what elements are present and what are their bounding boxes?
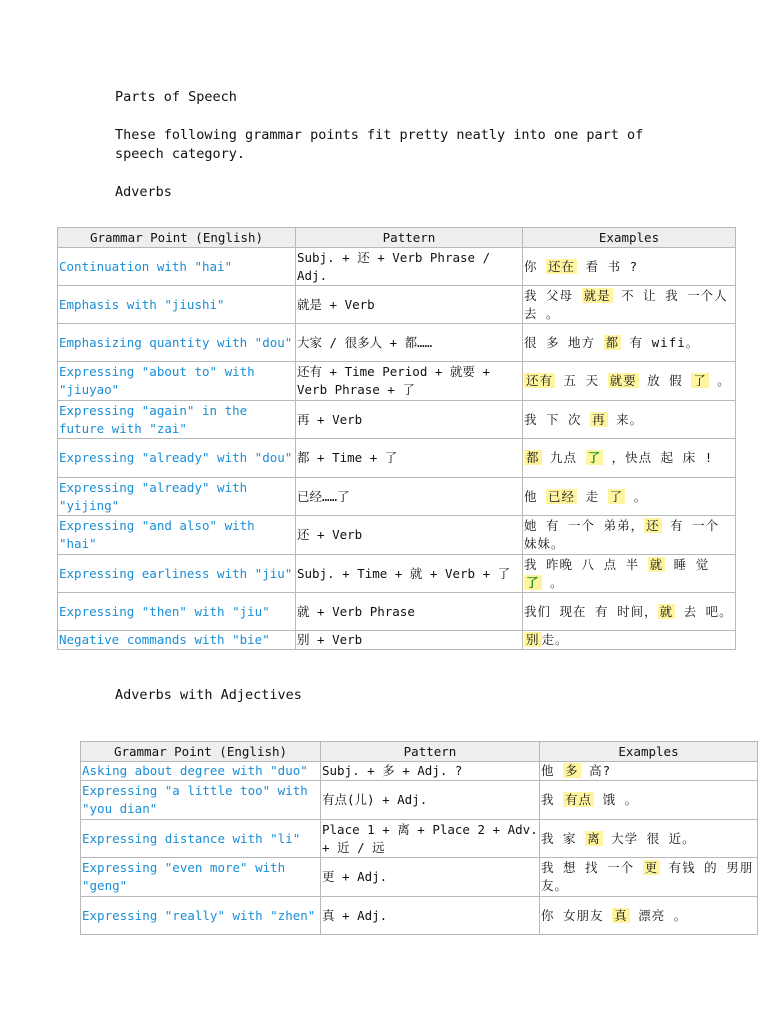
highlighted-word: 有点 — [565, 792, 593, 807]
table-row — [81, 762, 758, 781]
pattern-cell: Place 1 + 离 + Place 2 + Adv. + 近 / 远 — [321, 820, 540, 858]
highlighted-word: 都 — [605, 334, 620, 350]
example-cell: 他 已经 走 了 。 — [523, 478, 736, 516]
section-title-adverbs-with-adjectives: Adverbs with Adjectives — [115, 687, 302, 703]
pattern-cell: 还有 + Time Period + 就要 + Verb Phrase + 了 — [296, 362, 523, 401]
grammar-point-link[interactable]: Expressing "and also" with "hai" — [58, 516, 296, 555]
example-cell: 他 多 高? — [540, 762, 758, 781]
highlighted-word: 真 — [614, 907, 628, 923]
highlighted-word: 了 — [693, 373, 707, 388]
grammar-point-link[interactable]: Expressing "already" with "dou" — [58, 439, 296, 478]
header-grammar-point: Grammar Point (English) — [81, 742, 321, 762]
pattern-cell: 已经……了 — [296, 478, 523, 516]
grammar-point-link[interactable]: Asking about degree with "duo" — [81, 762, 321, 781]
example-cell: 我 昨晚 八 点 半 就 睡 觉 了 。 — [523, 555, 736, 593]
pattern-cell: 有点(儿) + Adj. — [321, 781, 540, 820]
highlighted-word: 再 — [592, 411, 606, 427]
highlighted-word: 离 — [587, 830, 601, 846]
grammar-point-link[interactable]: Expressing "then" with "jiu" — [58, 593, 296, 631]
table-row — [58, 439, 736, 478]
grammar-point-link[interactable]: Expressing "a little too" with "you dian" — [81, 781, 321, 820]
pattern-cell: 就 + Verb Phrase — [296, 593, 523, 631]
example-cell: 别 走。 — [523, 631, 736, 650]
example-cell: 我 有点 饿 。 — [540, 781, 758, 820]
intro-text-line-1: These following grammar points fit pretty neatly into one part of — [115, 127, 644, 143]
example-cell: 很 多 地方 都 有 wifi。 — [523, 324, 736, 362]
example-cell: 都 九点 了 ，快点 起 床 ! — [523, 439, 736, 478]
grammar-point-link[interactable]: Expressing "even more" with "geng" — [81, 858, 321, 897]
highlighted-word: 了 — [526, 574, 540, 590]
table-row — [58, 324, 736, 362]
table-row — [58, 593, 736, 631]
intro-text-line-2: speech category. — [115, 146, 246, 162]
highlighted-word: 更 — [644, 860, 659, 875]
grammar-point-link[interactable]: Emphasizing quantity with "dou" — [58, 324, 296, 362]
highlighted-word: 就要 — [609, 373, 637, 388]
table-row — [58, 555, 736, 593]
pattern-cell: 更 + Adj. — [321, 858, 540, 897]
highlighted-word: 了 — [587, 450, 602, 465]
highlighted-word: 还在 — [548, 258, 576, 274]
example-cell: 她 有 一个 弟弟， 还 有 一个 妹妹。 — [523, 516, 736, 555]
highlighted-word: 已经 — [548, 488, 576, 504]
pattern-cell: 就是 + Verb — [296, 286, 523, 324]
highlighted-word: 了 — [609, 488, 624, 504]
grammar-point-link[interactable]: Emphasis with "jiushi" — [58, 286, 296, 324]
pattern-cell: Subj. + 还 + Verb Phrase / Adj. — [296, 248, 523, 286]
example-cell: 我 父母 就是 不 让 我 一个人 去 。 — [523, 286, 736, 324]
pattern-cell: Subj. + Time + 就 + Verb + 了 — [296, 555, 523, 593]
grammar-point-link[interactable]: Continuation with "hai" — [58, 248, 296, 286]
adverbs-table — [57, 227, 736, 650]
highlighted-word: 还有 — [526, 373, 554, 388]
table-row — [58, 362, 736, 401]
highlighted-word: 多 — [565, 763, 579, 778]
pattern-cell: 还 + Verb — [296, 516, 523, 555]
pattern-cell: 真 + Adj. — [321, 897, 540, 935]
page-title: Parts of Speech — [115, 89, 237, 105]
example-cell: 我 想 找 一个 更 有钱 的 男朋友。 — [540, 858, 758, 897]
adverbs-with-adjectives-table — [80, 741, 758, 935]
header-pattern: Pattern — [321, 742, 540, 762]
example-cell: 我们 现在 有 时间， 就 去 吧。 — [523, 593, 736, 631]
table-row — [58, 478, 736, 516]
table-row — [58, 248, 736, 286]
table-row — [58, 516, 736, 555]
highlighted-word: 都 — [526, 450, 540, 465]
highlighted-word: 就 — [659, 603, 674, 619]
highlighted-word: 还 — [646, 518, 660, 533]
table-row — [81, 858, 758, 897]
header-examples: Examples — [523, 228, 736, 248]
grammar-point-link[interactable]: Expressing "about to" with "jiuyao" — [58, 362, 296, 401]
example-cell: 你 女朋友 真 漂亮 。 — [540, 897, 758, 935]
highlighted-word: 别 — [526, 632, 540, 647]
example-cell: 我 下 次 再 来。 — [523, 401, 736, 439]
example-cell: 还有 五 天 就要 放 假 了 。 — [523, 362, 736, 401]
header-examples: Examples — [540, 742, 758, 762]
highlighted-word: 就是 — [583, 287, 611, 303]
grammar-point-link[interactable]: Expressing distance with "li" — [81, 820, 321, 858]
grammar-point-link[interactable]: Expressing "really" with "zhen" — [81, 897, 321, 935]
table-row — [81, 820, 758, 858]
pattern-cell: 再 + Verb — [296, 401, 523, 439]
table-row — [58, 401, 736, 439]
header-grammar-point: Grammar Point (English) — [58, 228, 296, 248]
highlighted-word: 就 — [649, 556, 664, 572]
grammar-point-link[interactable]: Negative commands with "bie" — [58, 631, 296, 650]
table-row — [58, 286, 736, 324]
header-pattern: Pattern — [296, 228, 523, 248]
pattern-cell: 别 + Verb — [296, 631, 523, 650]
pattern-cell: Subj. + 多 + Adj. ? — [321, 762, 540, 781]
grammar-point-link[interactable]: Expressing earliness with "jiu" — [58, 555, 296, 593]
table-header-row — [81, 742, 758, 762]
table-row — [58, 631, 736, 650]
table-row — [81, 781, 758, 820]
section-title-adverbs: Adverbs — [115, 184, 172, 200]
pattern-cell: 都 + Time + 了 — [296, 439, 523, 478]
grammar-point-link[interactable]: Expressing "again" in the future with "zai" — [58, 401, 296, 439]
table-header-row — [58, 228, 736, 248]
table-row — [81, 897, 758, 935]
example-cell: 你 还在 看 书 ? — [523, 248, 736, 286]
example-cell: 我 家 离 大学 很 近。 — [540, 820, 758, 858]
pattern-cell: 大家 / 很多人 + 都…… — [296, 324, 523, 362]
grammar-point-link[interactable]: Expressing "already" with "yijing" — [58, 478, 296, 516]
